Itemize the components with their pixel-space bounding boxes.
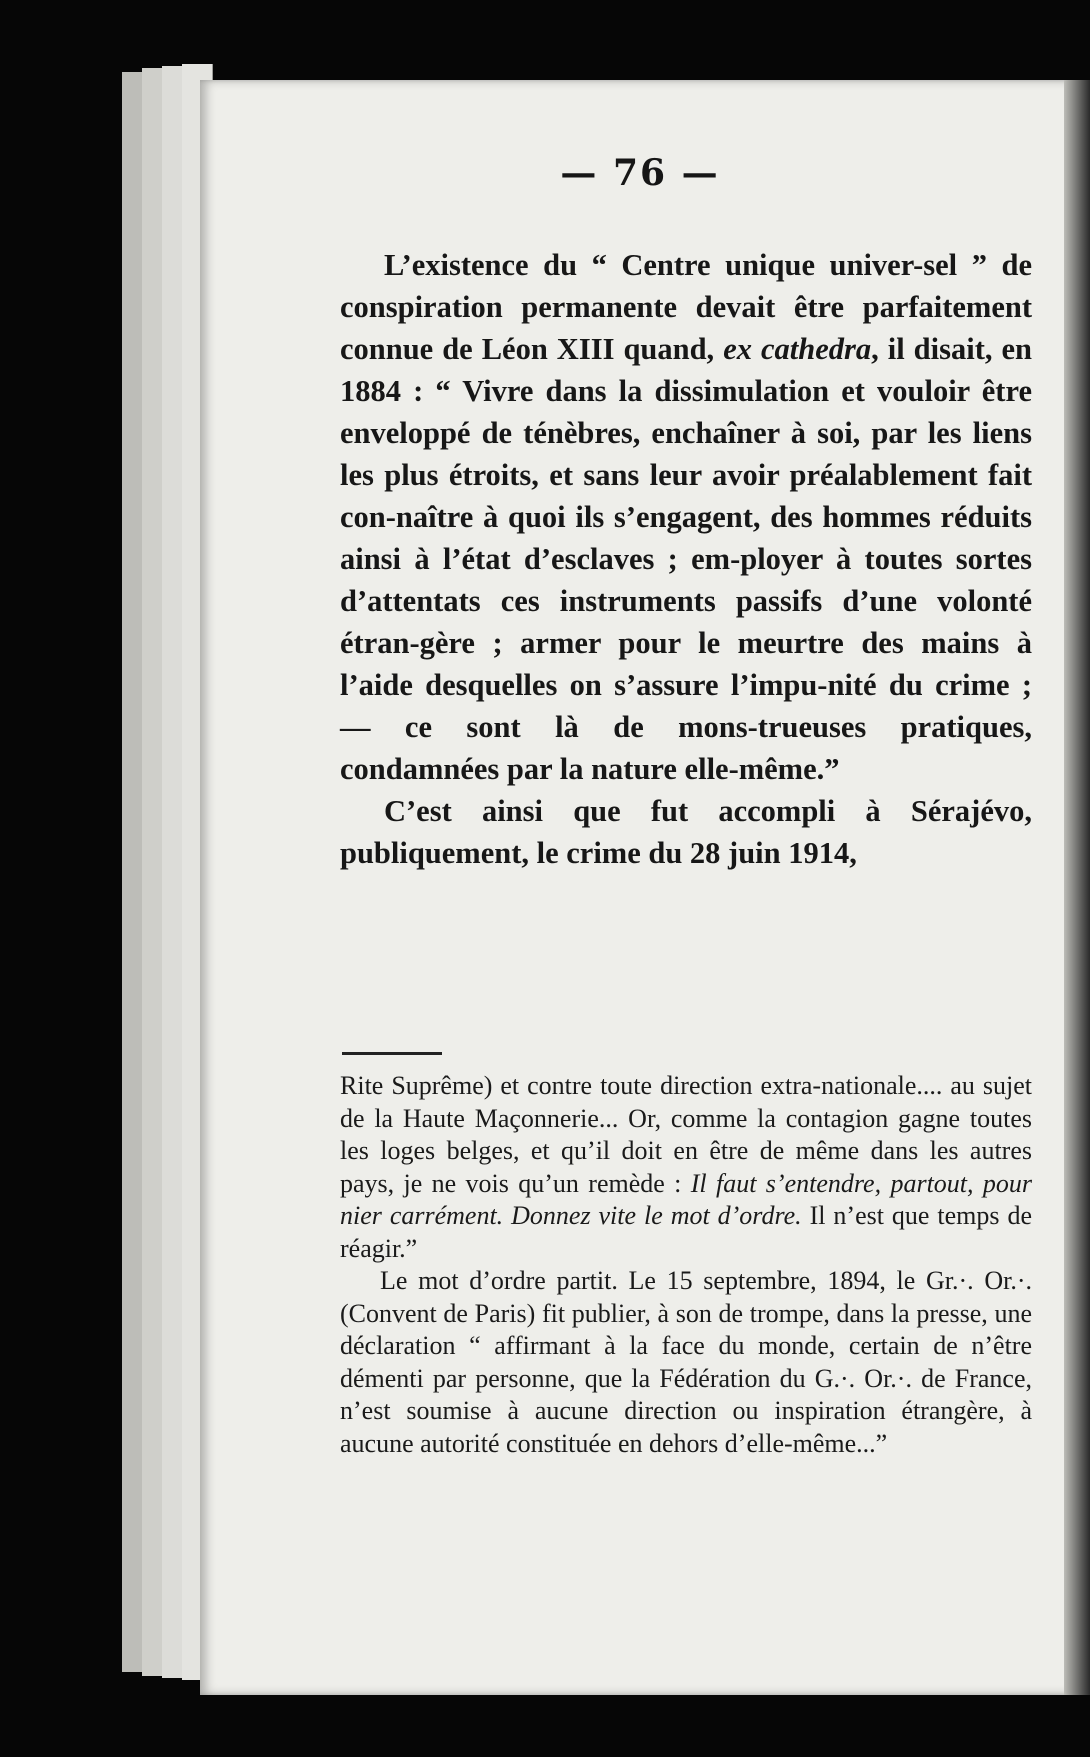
paragraph-1-part-a: L’existence du “ Centre unique univer-sel ” de conspiration permanente devait être parfaitement connue de Léon XIII quand,	[340, 248, 1032, 366]
paragraph-1	[340, 244, 1032, 790]
paragraph-1-part-b: , il disait, en 1884 : “ Vivre dans la dissimulation et vouloir être enveloppé de ténèbres, enchaîner à soi, par les liens les plus étroits, et sans leur avoir préalablement fait con-naître à quoi ils s’engagent, des hommes réduits ainsi à l’état d’esclaves ; em-ployer à toutes sortes d’attentats ces instruments passifs d’une volonté étran-gère ; armer pour le meurtre des mains à l’aide desquelles on s’assure l’impu-nité du crime ; — ce sont là de mons-trueuses pratiques, condamnées par la nature elle-même.”	[340, 332, 1032, 786]
footnote-rule	[342, 1052, 442, 1055]
footnote-1-italic: Il faut s’entendre, partout, pour nier carrément. Donnez vite le mot d’ordre.	[340, 1168, 1032, 1230]
footnote-paragraph-1	[340, 1070, 1032, 1265]
footnote-1-part-b: Il n’est que temps de réagir.”	[340, 1201, 1033, 1263]
paragraph-2: C’est ainsi que fut accompli à Sérajévo, publiquement, le crime du 28 juin 1914,	[340, 794, 1032, 870]
page-shadow	[1064, 80, 1090, 1695]
main-text	[340, 244, 1032, 874]
page-number: — 76 —	[560, 152, 720, 194]
footnote-text	[340, 1070, 1032, 1460]
footnote-paragraph-2: Le mot d’ordre partit. Le 15 septembre, 1894, le Gr.·. Or.·. (Convent de Paris) fit publier, à son de trompe, dans la presse, une déclaration “ affirmant à la face du monde, certain de n’être démenti par personne, que la Fédération du G.·. Or.·. de France, n’est soumise à aucune direction ou inspiration étrangère, à aucune autorité constituée en dehors d’elle-même...”	[340, 1266, 1032, 1458]
paragraph-1-italic: ex cathedra	[723, 332, 872, 366]
footnote-1-part-a: Rite Suprême) et contre toute direction extra-nationale.... au sujet de la Haute Maçonnerie... Or, comme la contagion gagne toutes les loges belges, et qu’il doit en être de même dans les autres pays, je ne vois qu’un remède :	[340, 1071, 1032, 1198]
